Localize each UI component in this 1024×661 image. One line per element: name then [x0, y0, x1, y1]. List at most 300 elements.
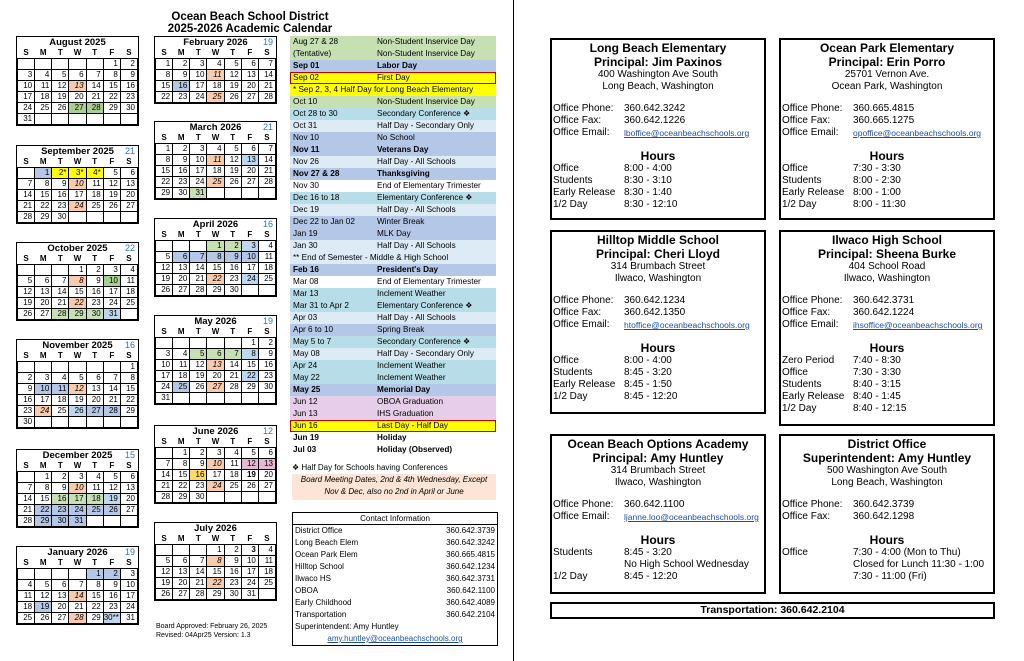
event-date: Aug 27 & 28	[293, 37, 339, 46]
hours-heading: Hours	[869, 149, 905, 163]
event-row	[290, 96, 496, 108]
weekday-label: S	[264, 534, 270, 543]
school-contact-row	[552, 127, 764, 139]
calendar-day	[190, 545, 207, 556]
hours-value: 7:30 - 3:30	[853, 163, 901, 174]
calendar-day: 11	[86, 179, 103, 190]
school-email-link[interactable]: ihsoffice@oceanbeachschools.org	[853, 320, 983, 330]
contact-label: Office Phone:	[553, 103, 614, 114]
event-description: Memorial Day	[377, 385, 431, 394]
calendar-day: 1	[207, 241, 224, 252]
calendar-day: 15	[241, 360, 258, 371]
calendar-day	[69, 417, 86, 428]
calendar-day: 12	[156, 263, 173, 274]
calendar-day: 3	[103, 265, 120, 276]
calendar-day: 23	[18, 406, 35, 417]
calendar-day: 25	[52, 406, 69, 417]
school-name: Long Beach Elementary	[589, 41, 727, 55]
calendar-day: 5	[18, 276, 35, 287]
calendar-day: 23	[86, 298, 103, 309]
calendar-day	[120, 417, 137, 428]
calendar-day: 20	[120, 494, 137, 505]
month-name	[17, 243, 138, 254]
event-description: Inclement Weather	[377, 373, 446, 382]
calendar-day: 8	[173, 459, 190, 470]
event-date: Dec 19	[293, 205, 319, 214]
contact-label: Office Fax:	[782, 511, 831, 522]
calendar-day: 17	[35, 395, 52, 406]
calendar-day: 10	[18, 81, 35, 92]
event-row	[290, 264, 496, 276]
calendar-day	[258, 188, 275, 199]
calendar-day: 18	[86, 494, 103, 505]
calendar-day: 24	[35, 406, 52, 417]
calendar-day: 30	[190, 492, 207, 503]
calendar-day: 19	[241, 470, 258, 481]
calendar-day: 31	[190, 188, 207, 199]
month-apr	[154, 218, 277, 297]
event-date: Apr 24	[293, 361, 318, 370]
weekday-label: T	[57, 461, 63, 470]
calendar-day: 6	[258, 448, 275, 459]
contact-label: Office Fax:	[553, 115, 602, 126]
calendar-day: 25	[224, 481, 241, 492]
weekday-label: F	[247, 534, 253, 543]
event-row	[290, 444, 496, 456]
month-title: May 2026	[194, 316, 237, 327]
event-row	[290, 120, 496, 132]
weekday-label: S	[23, 461, 29, 470]
weekday-label: T	[92, 461, 98, 470]
calendar-day: 28	[190, 589, 207, 600]
calendar-day: 22	[173, 481, 190, 492]
calendar-day: 17	[190, 81, 207, 92]
transportation-bar: Transportation: 360.642.2104	[550, 602, 995, 619]
month-nov	[16, 339, 139, 429]
calendar-day: 24	[18, 103, 35, 114]
contact-title: Contact Information	[293, 513, 497, 525]
calendar-day: 22	[86, 602, 103, 613]
weekday-label: M	[39, 461, 47, 470]
school-contact-row	[781, 295, 993, 307]
calendar-day	[241, 285, 258, 296]
calendar-day: 25	[258, 274, 275, 285]
event-row	[290, 216, 496, 228]
event-description: Half Day - Secondary Only	[377, 121, 474, 130]
calendar-day: 12	[224, 70, 241, 81]
calendar-day: 8	[86, 580, 103, 591]
calendar-day: 2	[173, 59, 190, 70]
calendar-day: 2	[103, 569, 120, 580]
hours-row	[781, 199, 993, 211]
event-row	[290, 396, 496, 408]
calendar-day	[120, 212, 137, 223]
calendar-day: 9	[52, 179, 69, 190]
calendar-day: 11	[120, 276, 137, 287]
calendar-day: 12	[69, 384, 86, 395]
calendar-day: 10	[69, 483, 86, 494]
event-date: May 08	[293, 349, 320, 358]
calendar-day: 19	[18, 298, 35, 309]
school-name: Ocean Park Elementary	[819, 41, 955, 55]
calendar-day: 9	[173, 70, 190, 81]
calendar-day: 26	[224, 177, 241, 188]
calendar-day: 1	[120, 362, 137, 373]
calendar-day: 12	[103, 179, 120, 190]
contact-phone: 360.642.2104	[446, 610, 495, 619]
calendar-day: 10	[190, 70, 207, 81]
weekday-label: W	[73, 351, 82, 360]
calendar-day: 20	[52, 602, 69, 613]
calendar-day: 29	[241, 382, 258, 393]
calendar-day	[35, 265, 52, 276]
event-date: May 25	[293, 385, 321, 394]
weekday-label: M	[39, 351, 47, 360]
calendar-day: 14	[18, 190, 35, 201]
school-principal: Principal: Cheri Lloyd	[595, 247, 721, 261]
event-row	[290, 348, 496, 360]
calendar-day	[258, 492, 275, 503]
calendar-day: 5	[103, 472, 120, 483]
month-title: April 2026	[192, 219, 239, 230]
school-name: Ilwaco High School	[831, 233, 942, 247]
weekday-label: S	[161, 133, 167, 142]
school-card-oa	[550, 434, 766, 594]
calendar-day: 21	[258, 81, 275, 92]
school-card-op	[779, 38, 995, 220]
hours-label: 1/2 Day	[553, 571, 588, 582]
calendar-day: 28	[103, 406, 120, 417]
school-contact-row	[552, 295, 764, 307]
hours-value: 8:00 - 4:00	[624, 355, 672, 366]
calendar-day	[224, 393, 241, 404]
contact-row	[293, 549, 497, 561]
event-row	[290, 228, 496, 240]
calendar-day: 10	[241, 252, 258, 263]
weekday-label: T	[57, 157, 63, 166]
event-row	[290, 36, 496, 48]
calendar-day: 5	[69, 373, 86, 384]
school-contact-row	[552, 103, 764, 115]
event-date: May 5 to 7	[293, 337, 332, 346]
calendar-day: 17	[18, 92, 35, 103]
calendar-day: 4	[258, 545, 275, 556]
calendar-day: 1	[103, 59, 120, 70]
calendar-day: 7	[190, 252, 207, 263]
calendar-day: 29	[103, 103, 120, 114]
calendar-day: 6	[241, 144, 258, 155]
weekday-label: W	[73, 461, 82, 470]
calendar-day: 31	[241, 589, 258, 600]
contact-name: OBOA	[295, 586, 319, 595]
weekday-label: M	[177, 327, 185, 336]
event-description: Holiday (Observed)	[377, 445, 453, 454]
event-description: Secondary Conference ❖	[377, 337, 471, 346]
school-contact-row	[781, 115, 993, 127]
calendar-day: 13	[207, 360, 224, 371]
calendar-day: 15	[35, 494, 52, 505]
calendar-day	[207, 393, 224, 404]
contact-label: Office Phone:	[782, 499, 843, 510]
weekday-label: S	[23, 558, 29, 567]
calendar-day: 10	[35, 384, 52, 395]
calendar-day: 17	[120, 591, 137, 602]
calendar-day: 30	[258, 382, 275, 393]
calendar-day: 6	[120, 168, 137, 179]
calendar-day: 7	[52, 276, 69, 287]
hours-label: Early Release	[782, 187, 845, 198]
board-note-line-1: Board Meeting Dates, 2nd & 4th Wednesday, Except	[300, 475, 488, 484]
school-day-count: 16	[262, 219, 273, 229]
approval-info	[156, 622, 267, 640]
calendar-day: 21	[69, 602, 86, 613]
event-row	[290, 432, 496, 444]
calendar-day: 16	[190, 470, 207, 481]
event-row	[290, 384, 496, 396]
calendar-day: 22	[120, 395, 137, 406]
contact-name: District Office	[295, 526, 343, 535]
event-description: Elementary Conference ❖	[377, 301, 473, 310]
calendar-day: 17	[69, 190, 86, 201]
calendar-day	[18, 59, 35, 70]
calendar-day: 17	[156, 371, 173, 382]
school-card-hm	[550, 230, 766, 414]
weekday-label: F	[109, 254, 115, 263]
calendar-day: 16	[224, 567, 241, 578]
calendar-day	[69, 569, 86, 580]
weekday-label: S	[264, 230, 270, 239]
calendar-day: 3	[156, 349, 173, 360]
hours-row	[552, 391, 764, 403]
calendar-day: 30	[120, 103, 137, 114]
hours-value: 8:45 - 1:50	[624, 379, 672, 390]
calendar-day	[103, 212, 120, 223]
event-row	[290, 72, 496, 84]
calendar-day: 25	[86, 201, 103, 212]
month-name	[155, 37, 276, 48]
calendar-day	[86, 362, 103, 373]
hours-row	[781, 175, 993, 187]
hours-label: Office	[782, 367, 808, 378]
calendar-day: 17	[241, 567, 258, 578]
calendar-day: 1	[173, 448, 190, 459]
hours-label: 1/2 Day	[782, 403, 817, 414]
calendar-day: 29	[120, 406, 137, 417]
month-aug	[16, 36, 139, 126]
calendar-day: 21	[86, 92, 103, 103]
school-address-line-1: 404 School Road	[848, 261, 926, 272]
event-row	[290, 312, 496, 324]
contact-label: Office Email:	[782, 127, 839, 138]
calendar-day	[103, 114, 120, 125]
calendar-day: 5	[156, 556, 173, 567]
weekday-label: S	[23, 351, 29, 360]
school-email-link[interactable]: ljanne.loo@oceanbeachschools.org	[624, 512, 759, 522]
calendar-day: 27	[120, 201, 137, 212]
month-title: October 2025	[47, 243, 108, 254]
hours-value: 7:30 - 4:00 (Mon to Thu)	[853, 547, 961, 558]
calendar-day	[156, 545, 173, 556]
school-address-line-1: 314 Brumbach Street	[610, 261, 706, 272]
weekday-label: F	[247, 230, 253, 239]
calendar-day: 27	[35, 309, 52, 320]
district-title: Ocean Beach School District	[171, 11, 329, 23]
calendar-day: 6	[35, 276, 52, 287]
event-row	[290, 168, 496, 180]
calendar-day: 20	[86, 395, 103, 406]
calendar-day: 9	[103, 580, 120, 591]
calendar-day: 11	[207, 70, 224, 81]
school-principal: Superintendent: Amy Huntley	[802, 451, 972, 465]
calendar-day: 9	[190, 459, 207, 470]
school-email-link[interactable]: lboffice@oceanbeachschools.org	[624, 128, 750, 138]
calendar-day: 27	[69, 103, 86, 114]
calendar-day: 9	[86, 276, 103, 287]
weekday-label: S	[23, 157, 29, 166]
school-day-count: 19	[124, 547, 135, 557]
contact-label: Office Fax:	[782, 307, 831, 318]
month-oct	[16, 242, 139, 321]
hours-row	[552, 559, 764, 571]
calendar-day: 4	[18, 580, 35, 591]
weekday-label: M	[177, 534, 185, 543]
hours-value: 8:30 - 1:40	[624, 187, 672, 198]
calendar-day: 2	[224, 545, 241, 556]
hours-label: 1/2 Day	[782, 199, 817, 210]
school-email-link[interactable]: htoffice@oceanbeachschools.org	[624, 320, 750, 330]
calendar-day: 26	[52, 103, 69, 114]
calendar-day: 16	[173, 81, 190, 92]
calendar-day: 19	[156, 274, 173, 285]
contact-value: 360.665.1275	[853, 115, 915, 126]
contact-value: 360.642.1298	[853, 511, 915, 522]
weekday-label: M	[177, 48, 185, 57]
event-date: Oct 10	[293, 97, 318, 106]
calendar-day	[173, 545, 190, 556]
weekday-label: T	[195, 133, 201, 142]
calendar-day: 6	[241, 59, 258, 70]
calendar-day: 24	[190, 92, 207, 103]
calendar-day	[241, 492, 258, 503]
calendar-day: 1	[69, 265, 86, 276]
hours-value: 8:00 - 11:30	[853, 199, 906, 210]
hours-value: Closed for Lunch 11:30 - 1:00	[853, 559, 985, 570]
school-address-line-2: Ilwaco, Washington	[614, 477, 702, 488]
weekday-label: W	[211, 327, 220, 336]
weekday-label: T	[92, 351, 98, 360]
contact-name: Ilwaco HS	[295, 574, 332, 583]
weekday-label: F	[247, 437, 253, 446]
contact-name: Ocean Park Elem	[295, 550, 358, 559]
school-card-lb	[550, 38, 766, 220]
calendar-day: 8	[241, 349, 258, 360]
month-name	[17, 547, 138, 558]
hours-row	[552, 571, 764, 583]
calendar-day	[120, 516, 137, 527]
calendar-day: 11	[18, 591, 35, 602]
calendar-day: 13	[52, 591, 69, 602]
weekday-label: F	[109, 558, 115, 567]
calendar-day: 27	[86, 406, 103, 417]
event-row	[290, 276, 496, 288]
event-date: * Sep 2, 3, 4 Half Day for Long Beach Elementary	[293, 85, 474, 94]
calendar-day: 22	[156, 177, 173, 188]
contact-phone: 360.642.1100	[446, 586, 495, 595]
calendar-day: 20	[241, 166, 258, 177]
hours-value: 8:40 - 1:45	[853, 391, 901, 402]
event-date: Oct 31	[293, 121, 318, 130]
calendar-day: 13	[173, 567, 190, 578]
calendar-day	[173, 338, 190, 349]
calendar-day: 4	[120, 265, 137, 276]
calendar-day: 3	[241, 241, 258, 252]
calendar-day: 24	[241, 274, 258, 285]
revision-info: Revised: 04Apr25 Version: 1.3	[156, 632, 251, 639]
calendar-day: 5	[241, 448, 258, 459]
hours-row	[781, 379, 993, 391]
weekday-label: T	[57, 48, 63, 57]
calendar-day: 15	[207, 263, 224, 274]
calendar-day: 4	[35, 70, 52, 81]
calendar-day: 6	[52, 580, 69, 591]
calendar-day: 10	[120, 580, 137, 591]
superintendent-email-link[interactable]: amy.huntley@oceanbeachschools.org	[327, 634, 463, 643]
weekday-label: S	[264, 327, 270, 336]
calendar-day: 9	[52, 483, 69, 494]
calendar-day: 23	[224, 578, 241, 589]
calendar-day: 23	[173, 177, 190, 188]
calendar-day: 8	[103, 70, 120, 81]
weekday-label: S	[23, 48, 29, 57]
school-day-count: 16	[124, 340, 135, 350]
calendar-day: 17	[103, 287, 120, 298]
calendar-day: 13	[86, 384, 103, 395]
weekday-label: T	[230, 327, 236, 336]
calendar-day: 14	[52, 287, 69, 298]
hours-label: Office	[782, 163, 808, 174]
calendar-day: 20	[258, 470, 275, 481]
calendar-day: 3	[190, 59, 207, 70]
hours-value: 7:40 - 8:30	[853, 355, 901, 366]
hours-row	[781, 547, 993, 559]
calendar-day: 14	[224, 360, 241, 371]
calendar-day: 18	[258, 263, 275, 274]
events-list	[290, 36, 496, 456]
calendar-day: 15	[156, 81, 173, 92]
calendar-day: 26	[35, 613, 52, 624]
hours-row	[552, 175, 764, 187]
school-contact-row	[781, 511, 993, 523]
calendar-day: 14	[156, 470, 173, 481]
contact-label: Office Fax:	[553, 307, 602, 318]
calendar-day: 5	[224, 144, 241, 155]
calendar-day	[241, 393, 258, 404]
event-row	[290, 132, 496, 144]
calendar-day: 13	[241, 155, 258, 166]
calendar-day: 29	[35, 212, 52, 223]
weekday-label: T	[57, 558, 63, 567]
event-date: Jun 12	[293, 397, 318, 406]
school-address-line-1: 25701 Vernon Ave.	[844, 69, 930, 80]
school-email-link[interactable]: opoffice@oceanbeachschools.org	[853, 128, 982, 138]
contact-label: Office Email:	[553, 319, 610, 330]
calendar-day	[35, 114, 52, 125]
calendar-day: 18	[258, 567, 275, 578]
hours-heading: Hours	[869, 533, 905, 547]
calendar-day: 3	[190, 144, 207, 155]
calendar-day	[258, 589, 275, 600]
school-name: Ocean Beach Options Academy	[567, 437, 749, 451]
